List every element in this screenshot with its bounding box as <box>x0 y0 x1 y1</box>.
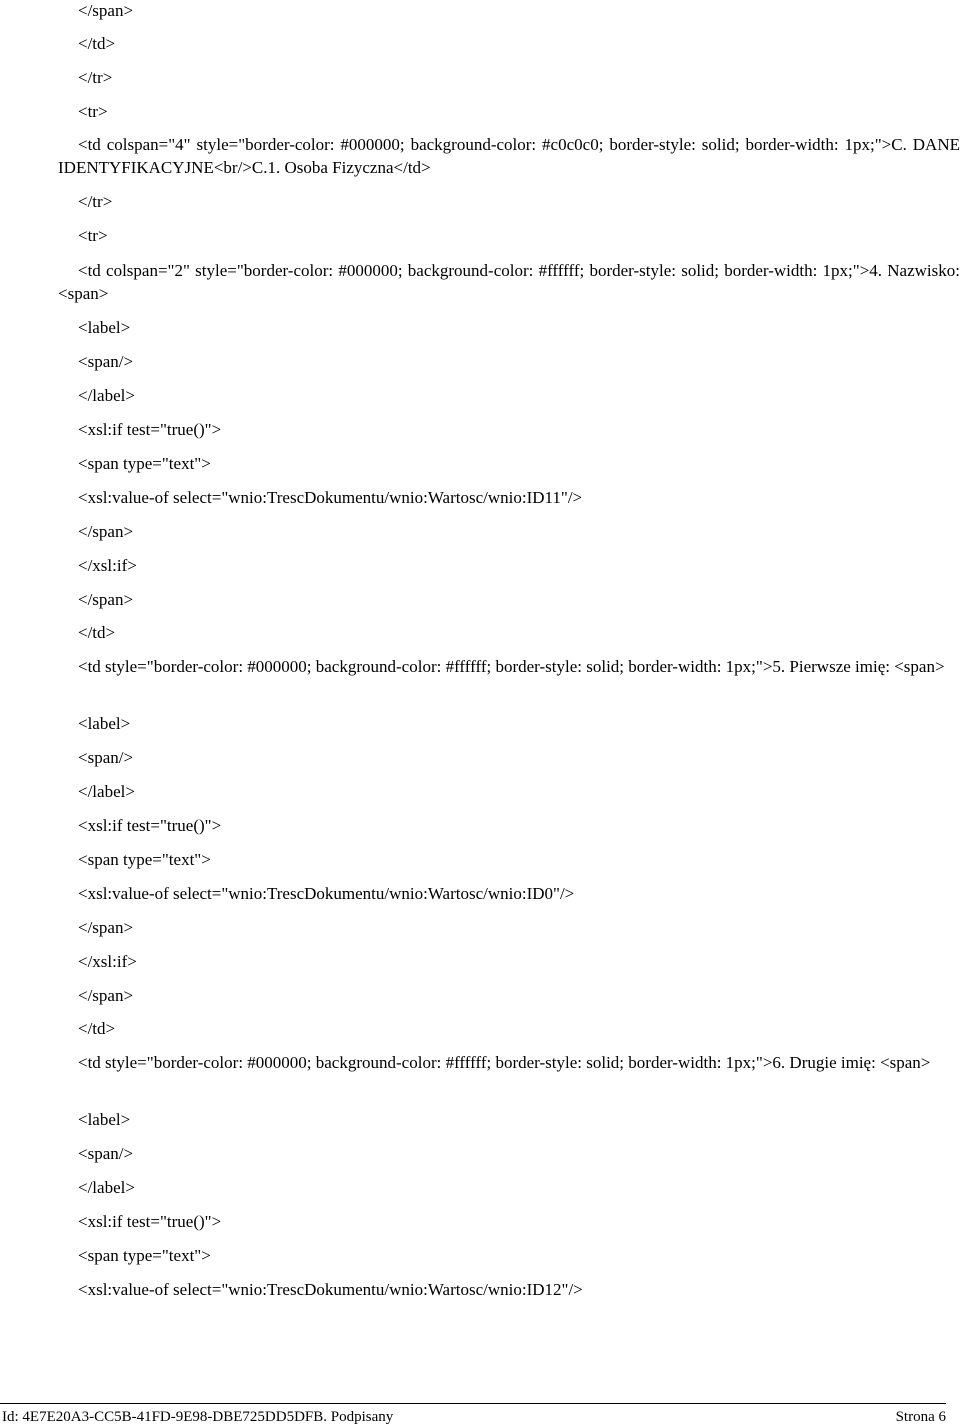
code-line: <xsl:if test="true()"> <box>78 816 222 835</box>
footer-divider <box>0 1403 946 1404</box>
code-line: </xsl:if> <box>78 556 137 575</box>
code-line: <span/> <box>78 352 134 371</box>
code-line: <span/> <box>78 748 134 767</box>
code-line: </td> <box>78 34 116 53</box>
code-line: <xsl:value-of select="wnio:TrescDokumentu/wnio:Wartosc/wnio:ID12"/> <box>78 1280 583 1299</box>
code-line: <label> <box>78 1110 131 1129</box>
code-line: </label> <box>78 1178 135 1197</box>
code-line: <label> <box>78 318 131 337</box>
code-line: <xsl:value-of select="wnio:TrescDokumentu/wnio:Wartosc/wnio:ID0"/> <box>78 884 575 903</box>
code-line: <xsl:value-of select="wnio:TrescDokumentu/wnio:Wartosc/wnio:ID11"/> <box>78 488 583 507</box>
code-line: </span> <box>78 590 134 609</box>
code-line: </label> <box>78 386 135 405</box>
code-paragraph: <td style="border-color: #000000; background-color: #ffffff; border-style: solid; border-width: 1px;">6. Drugie imię: <span> <box>78 1053 931 1072</box>
code-line: </label> <box>78 782 135 801</box>
code-line: <span type="text"> <box>78 454 211 473</box>
code-line: <span type="text"> <box>78 850 211 869</box>
code-line: <xsl:if test="true()"> <box>78 1212 222 1231</box>
code-line: </tr> <box>78 68 113 87</box>
code-line: <tr> <box>78 226 108 245</box>
code-line: </td> <box>78 1019 116 1038</box>
code-line: <label> <box>78 714 131 733</box>
code-line: </span> <box>78 918 134 937</box>
code-line: </span> <box>78 522 134 541</box>
code-paragraph: <td colspan="2" style="border-color: #000000; background-color: #ffffff; border-style: solid; border-width: 1px;">4. Nazwisko: <span> <box>58 261 960 303</box>
footer-document-id: Id: 4E7E20A3-CC5B-41FD-9E98-DBE725DD5DFB. Podpisany <box>2 1409 394 1425</box>
code-line: <span/> <box>78 1144 134 1163</box>
code-line: </span> <box>78 1 134 20</box>
code-line: <span type="text"> <box>78 1246 211 1265</box>
code-line: </span> <box>78 986 134 1005</box>
code-line: <xsl:if test="true()"> <box>78 420 222 439</box>
code-line: </tr> <box>78 192 113 211</box>
footer-page-number: Strona 6 <box>895 1409 946 1425</box>
code-line: </xsl:if> <box>78 952 137 971</box>
code-line: </td> <box>78 623 116 642</box>
code-paragraph: <td style="border-color: #000000; background-color: #ffffff; border-style: solid; border-width: 1px;">5. Pierwsze imię: <span> <box>78 657 945 676</box>
code-paragraph: <td colspan="4" style="border-color: #000000; background-color: #c0c0c0; border-style: solid; border-width: 1px;">C. DANE IDENTYFIKACYJNE<br/>C.1. Osoba Fizyczna</td> <box>58 135 960 177</box>
code-line: <tr> <box>78 102 108 121</box>
